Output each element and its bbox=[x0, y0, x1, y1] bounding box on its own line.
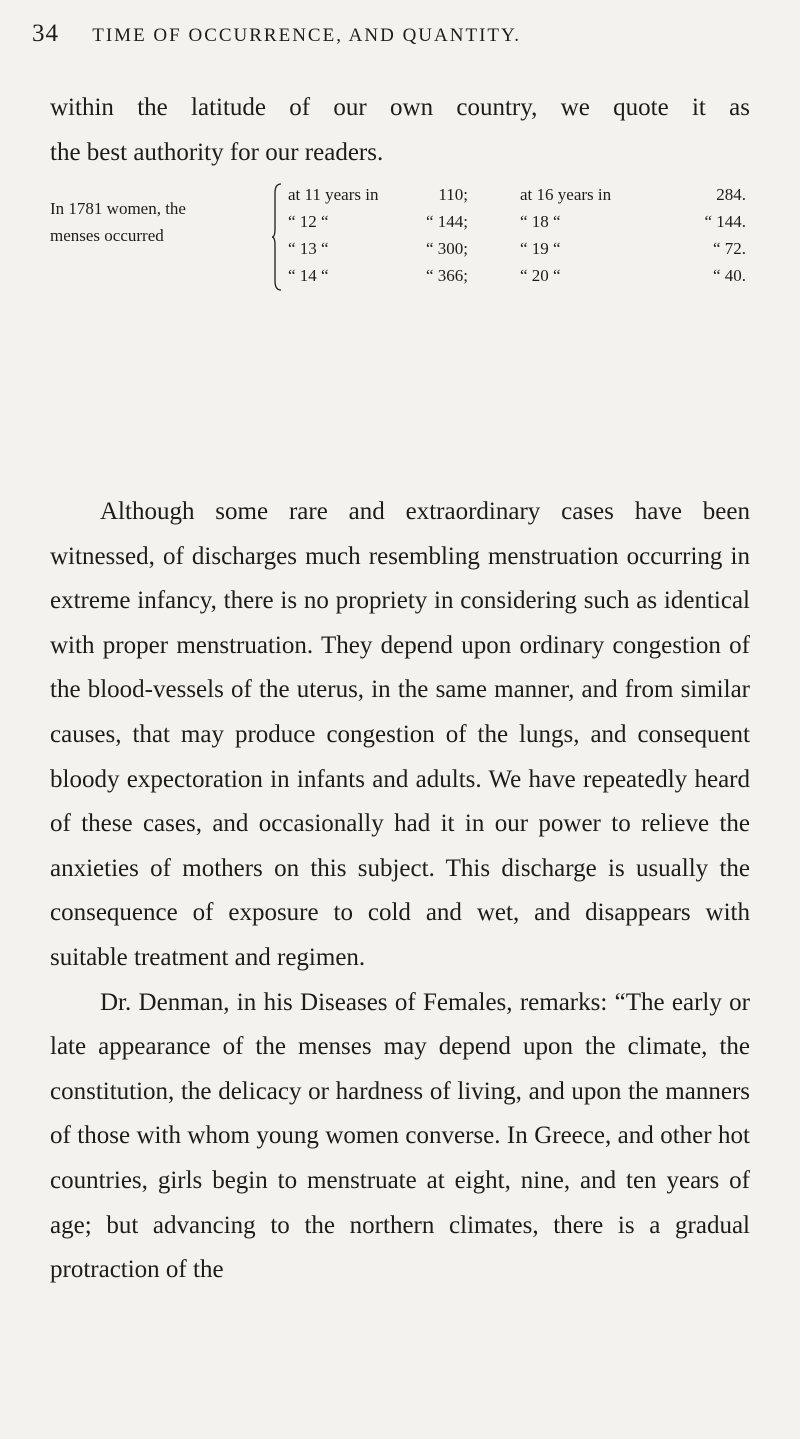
intro-line: within the latitude of our own country, we quote it as bbox=[50, 94, 750, 121]
age-cell: “ 19 “ bbox=[520, 239, 561, 258]
count-cell: “ 144; bbox=[425, 212, 468, 231]
running-title: TIME OF OCCURRENCE, AND QUANTITY. bbox=[92, 25, 522, 46]
count-cell: “ 40. bbox=[712, 266, 746, 285]
table-label-line: menses occurred bbox=[50, 226, 164, 245]
count-cell: “ 144. bbox=[704, 212, 746, 231]
running-header bbox=[32, 20, 760, 48]
count-cell: “ 72. bbox=[712, 239, 746, 258]
page-number: 34 bbox=[32, 20, 59, 47]
age-cell: at 16 years in bbox=[520, 185, 612, 204]
count-cell: “ 366; bbox=[425, 266, 468, 285]
count-cell: 110; bbox=[438, 185, 468, 204]
age-cell: “ 13 “ bbox=[288, 239, 329, 258]
age-cell: “ 14 “ bbox=[288, 266, 329, 285]
intro-line: the best authority for our readers. bbox=[50, 138, 384, 166]
paragraph: Although some rare and extraordinary cases have been witnessed, of discharges much resembling menstruation occurring in extreme infancy, there is no propriety in considering such as identical with proper menstruation. They depend upon ordinary congestion of the blood-vessels of the uterus, in the same manner, and from similar causes, that may produce congestion of the lungs, and consequent bloody expectoration in infants and adults. We have repeatedly heard of these cases, and occasionally had it in our power to relieve the anxieties of mothers on this subject. This discharge is usually the consequence of exposure to cold and wet, and disappears with suitable treatment and regimen. bbox=[50, 498, 750, 971]
body-text bbox=[50, 490, 750, 1293]
table-label bbox=[50, 195, 186, 249]
menses-age-table bbox=[50, 181, 750, 291]
age-cell: “ 18 “ bbox=[520, 212, 561, 231]
count-cell: “ 300; bbox=[425, 239, 468, 258]
intro-text bbox=[50, 86, 750, 175]
paragraph: Dr. Denman, in his Diseases of Females, remarks: “The early or late appearance of the menses may depend upon the climate, the constitution, the delicacy or hardness of living, and upon the manners of those with whom young women converse. In Greece, and other hot countries, girls begin to menstruate at eight, nine, and ten years of age; but advancing to the northern climates, there is a gradual protraction of the bbox=[50, 988, 750, 1284]
age-cell: at 11 years in bbox=[288, 185, 379, 204]
age-cell: “ 12 “ bbox=[288, 212, 329, 231]
age-cell: “ 20 “ bbox=[520, 266, 561, 285]
curly-brace-icon bbox=[272, 183, 282, 291]
count-cell: 284. bbox=[716, 185, 746, 204]
table-label-line: In 1781 women, the bbox=[50, 199, 186, 218]
